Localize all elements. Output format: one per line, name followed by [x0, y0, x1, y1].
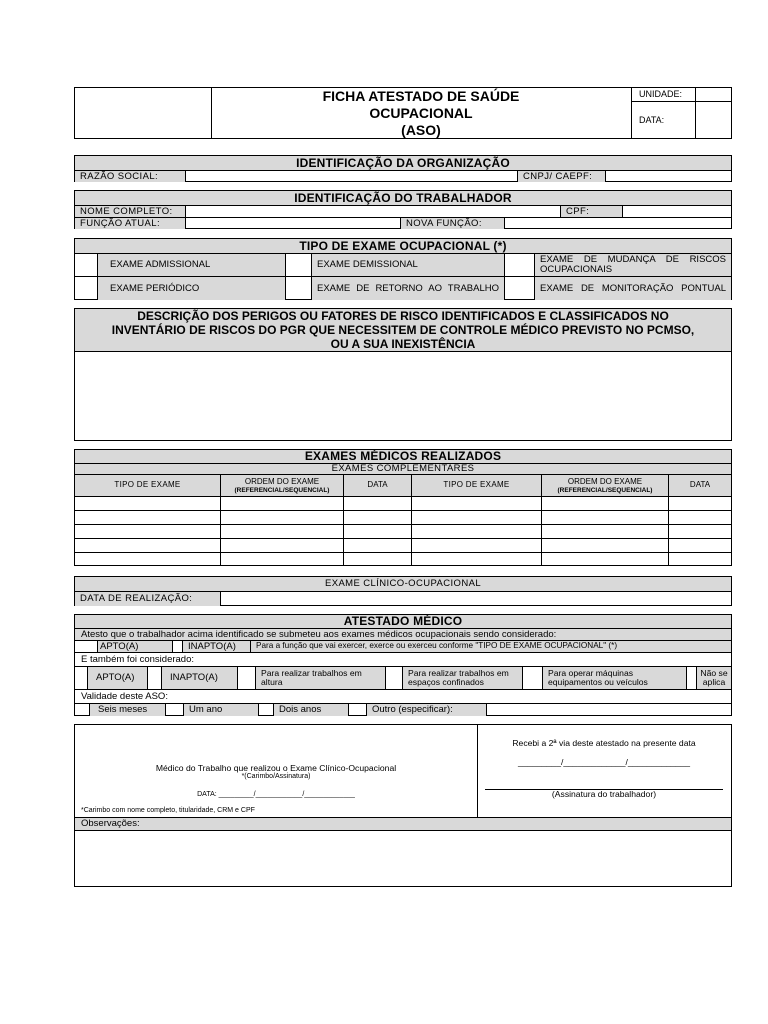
funcao-label: FUNÇÃO ATUAL:	[75, 218, 185, 229]
medico-signature-area[interactable]	[75, 725, 478, 817]
worker-signature-area[interactable]	[477, 725, 731, 817]
worker-section	[74, 190, 732, 229]
clinical-section	[74, 576, 732, 606]
header-box	[74, 87, 732, 139]
label-inapto: INAPTO(A)	[182, 641, 250, 652]
exam-cell-data-2[interactable]	[668, 511, 731, 524]
validade-label: Validade deste ASO:	[75, 689, 731, 703]
col-ordem-2-sub: (REFERENCIAL/SEQUENCIAL)	[557, 486, 653, 494]
label-periodico: EXAME PERIÓDICO	[97, 277, 285, 300]
exam-cell-ordem-1[interactable]	[220, 497, 343, 510]
title-line-1: FICHA ATESTADO DE SAÚDE	[322, 88, 520, 104]
risks-title-3: OU A SUA INEXISTÊNCIA	[330, 337, 476, 351]
exam-cell-tipo-2[interactable]	[411, 553, 541, 566]
funcao-field[interactable]	[185, 218, 400, 229]
realizacao-label: DATA DE REALIZAÇÃO:	[75, 592, 220, 606]
table-row	[75, 552, 731, 566]
col-data-1: DATA	[343, 475, 411, 496]
risks-title-2: INVENTÁRIO DE RISCOS DO PGR QUE NECESSITEM DE CONTROLE MÉDICO PREVISTO NO PCMSO,	[111, 323, 695, 337]
checkbox-mudanca[interactable]	[504, 254, 534, 276]
checkbox-altura[interactable]	[237, 667, 255, 689]
atestado-title: ATESTADO MÉDICO	[343, 614, 463, 628]
label-inapto2: INAPTO(A)	[161, 667, 237, 689]
label-um: Um ano	[183, 704, 258, 716]
label-seis: Seis meses	[89, 704, 165, 716]
org-section	[74, 155, 732, 182]
exam-cell-tipo-1[interactable]	[75, 511, 220, 524]
atestado-statement: Atesto que o trabalhador acima identificado se submeteu aos exames médicos ocupacionais sendo considerado:	[75, 628, 731, 640]
exam-cell-ordem-2[interactable]	[541, 525, 668, 538]
observacoes-field[interactable]	[75, 830, 731, 886]
col-data-2: DATA	[668, 475, 731, 496]
exam-cell-tipo-2[interactable]	[411, 525, 541, 538]
checkbox-um[interactable]	[165, 704, 183, 716]
exam-type-section	[74, 238, 732, 300]
label-outro: Outro (especificar):	[366, 704, 486, 716]
cnpj-field[interactable]	[605, 171, 731, 182]
cnpj-label: CNPJ/ CAEPF:	[517, 171, 605, 182]
label-admissional: EXAME ADMISSIONAL	[97, 254, 285, 276]
exam-cell-tipo-1[interactable]	[75, 539, 220, 552]
also-considered: E também foi considerado:	[75, 652, 731, 666]
checkbox-maquinas[interactable]	[522, 667, 542, 689]
table-row	[75, 524, 731, 538]
exam-cell-tipo-1[interactable]	[75, 525, 220, 538]
checkbox-inapto2[interactable]	[147, 667, 161, 689]
col-ordem-2	[541, 475, 668, 496]
exam-cell-data-2[interactable]	[668, 539, 731, 552]
logo-area	[75, 88, 212, 138]
label-nao-aplica: Não se aplica	[696, 667, 731, 689]
data-label: DATA:	[631, 102, 696, 138]
col-ordem-1	[220, 475, 343, 496]
exam-cell-ordem-2[interactable]	[541, 539, 668, 552]
carimbo-label: *(Carimbo/Assinatura)	[241, 773, 311, 780]
worker-title: IDENTIFICAÇÃO DO TRABALHADOR	[294, 191, 512, 205]
recebi-label: Recebi a 2ª via deste atestado na presente data	[512, 738, 696, 748]
exam-cell-ordem-1[interactable]	[220, 553, 343, 566]
exam-cell-data-1[interactable]	[343, 511, 411, 524]
checkbox-seis[interactable]	[75, 704, 89, 716]
apto-note: Para a função que vai exercer, exerce ou exerceu conforme "TIPO DE EXAME OCUPACIONAL" (*)	[250, 641, 731, 652]
exam-cell-data-2[interactable]	[668, 497, 731, 510]
checkbox-monitoracao[interactable]	[504, 277, 534, 300]
col-ordem-1-title: ORDEM DO EXAME	[244, 476, 320, 486]
label-maquinas: Para operar máquinas equipamentos ou veículos	[542, 667, 686, 689]
outro-field[interactable]	[486, 704, 731, 716]
label-monitoracao-cell	[534, 277, 731, 300]
risks-description-field[interactable]	[75, 352, 731, 440]
carimbo-note: *Carimbo com nome completo, titularidade, CRM e CPF	[81, 807, 255, 814]
exam-cell-data-1[interactable]	[343, 497, 411, 510]
exam-cell-ordem-2[interactable]	[541, 497, 668, 510]
table-row	[75, 538, 731, 552]
checkbox-dois[interactable]	[258, 704, 273, 716]
exam-cell-ordem-1[interactable]	[220, 539, 343, 552]
checkbox-apto2[interactable]	[75, 667, 87, 689]
label-confinados: Para realizar trabalhos em espaços confinados	[402, 667, 522, 689]
exams-title: EXAMES MÉDICOS REALIZADOS	[304, 449, 502, 463]
checkbox-demissional[interactable]	[285, 254, 311, 276]
exam-cell-data-1[interactable]	[343, 539, 411, 552]
label-altura: Para realizar trabalhos em altura	[255, 667, 385, 689]
unidade-field[interactable]	[697, 88, 731, 101]
nova-funcao-label: NOVA FUNÇÃO:	[400, 218, 504, 229]
label-mudanca: EXAME DE MUDANÇA DE RISCOS OCUPACIONAIS	[540, 254, 726, 275]
unidade-label: UNIDADE:	[631, 88, 696, 101]
nova-funcao-field[interactable]	[504, 218, 731, 229]
cpf-field[interactable]	[622, 206, 731, 217]
exam-cell-ordem-1[interactable]	[220, 525, 343, 538]
exams-section	[74, 449, 732, 566]
exam-cell-tipo-1[interactable]	[75, 553, 220, 566]
checkbox-confinados[interactable]	[385, 667, 402, 689]
label-retorno-cell	[311, 277, 504, 300]
nome-field[interactable]	[185, 206, 560, 217]
col-ordem-2-title: ORDEM DO EXAME	[567, 476, 643, 486]
realizacao-field[interactable]	[220, 592, 731, 606]
exams-subtitle: EXAMES COMPLEMENTARES	[75, 463, 731, 474]
checkbox-periodico[interactable]	[75, 277, 97, 300]
label-demissional: EXAME DEMISSIONAL	[311, 254, 504, 276]
label-dois: Dois anos	[273, 704, 348, 716]
exam-cell-tipo-2[interactable]	[411, 497, 541, 510]
razao-label: RAZÃO SOCIAL:	[75, 171, 185, 182]
clinical-title: EXAME CLÍNICO-OCUPACIONAL	[75, 577, 731, 591]
form-title	[211, 88, 632, 138]
exam-type-title: TIPO DE EXAME OCUPACIONAL (*)	[299, 239, 507, 253]
label-apto2: APTO(A)	[87, 667, 147, 689]
checkbox-outro[interactable]	[348, 704, 366, 716]
exam-cell-data-1[interactable]	[343, 553, 411, 566]
exam-cell-ordem-2[interactable]	[541, 511, 668, 524]
exam-cell-ordem-1[interactable]	[220, 511, 343, 524]
table-row	[75, 496, 731, 510]
col-ordem-1-sub: (REFERENCIAL/SEQUENCIAL)	[234, 486, 330, 494]
org-title: IDENTIFICAÇÃO DA ORGANIZAÇÃO	[296, 156, 510, 170]
checkbox-retorno[interactable]	[285, 277, 311, 300]
atestado-section	[74, 614, 732, 716]
exam-cell-tipo-1[interactable]	[75, 497, 220, 510]
col-tipo-1: TIPO DE EXAME	[114, 480, 181, 490]
razao-field[interactable]	[185, 171, 517, 182]
label-monitoracao: EXAME DE MONITORAÇÃO PONTUAL	[540, 282, 726, 294]
risks-section	[74, 308, 732, 441]
exam-cell-data-2[interactable]	[668, 553, 731, 566]
exam-cell-data-2[interactable]	[668, 525, 731, 538]
label-mudanca-cell	[534, 254, 731, 276]
exam-cell-data-1[interactable]	[343, 525, 411, 538]
observacoes-label: Observações:	[75, 817, 731, 830]
assinatura-label: (Assinatura do trabalhador)	[551, 789, 657, 799]
exam-cell-tipo-2[interactable]	[411, 511, 541, 524]
label-retorno: EXAME DE RETORNO AO TRABALHO	[317, 282, 499, 294]
title-line-3: (ASO)	[401, 122, 441, 138]
checkbox-admissional[interactable]	[75, 254, 97, 276]
signatures-section	[74, 724, 732, 887]
data-signature-line: DATA: _________/____________/_____________	[197, 791, 355, 798]
risks-title-1: DESCRIÇÃO DOS PERIGOS OU FATORES DE RISCO IDENTIFICADOS E CLASSIFICADOS NO	[137, 309, 669, 323]
title-line-2: OCUPACIONAL	[369, 105, 473, 121]
data-field[interactable]	[697, 102, 731, 138]
exam-cell-tipo-2[interactable]	[411, 539, 541, 552]
exam-cell-ordem-2[interactable]	[541, 553, 668, 566]
medico-label: Médico do Trabalho que realizou o Exame Clínico-Ocupacional	[155, 763, 397, 773]
col-tipo-2: TIPO DE EXAME	[411, 475, 541, 496]
recebi-date: _________/_____________/_____________	[517, 757, 691, 767]
checkbox-apto[interactable]	[75, 641, 97, 652]
nome-label: NOME COMPLETO:	[75, 206, 185, 217]
table-row	[75, 510, 731, 524]
cpf-label: CPF:	[560, 206, 622, 217]
label-apto: APTO(A)	[97, 641, 172, 652]
